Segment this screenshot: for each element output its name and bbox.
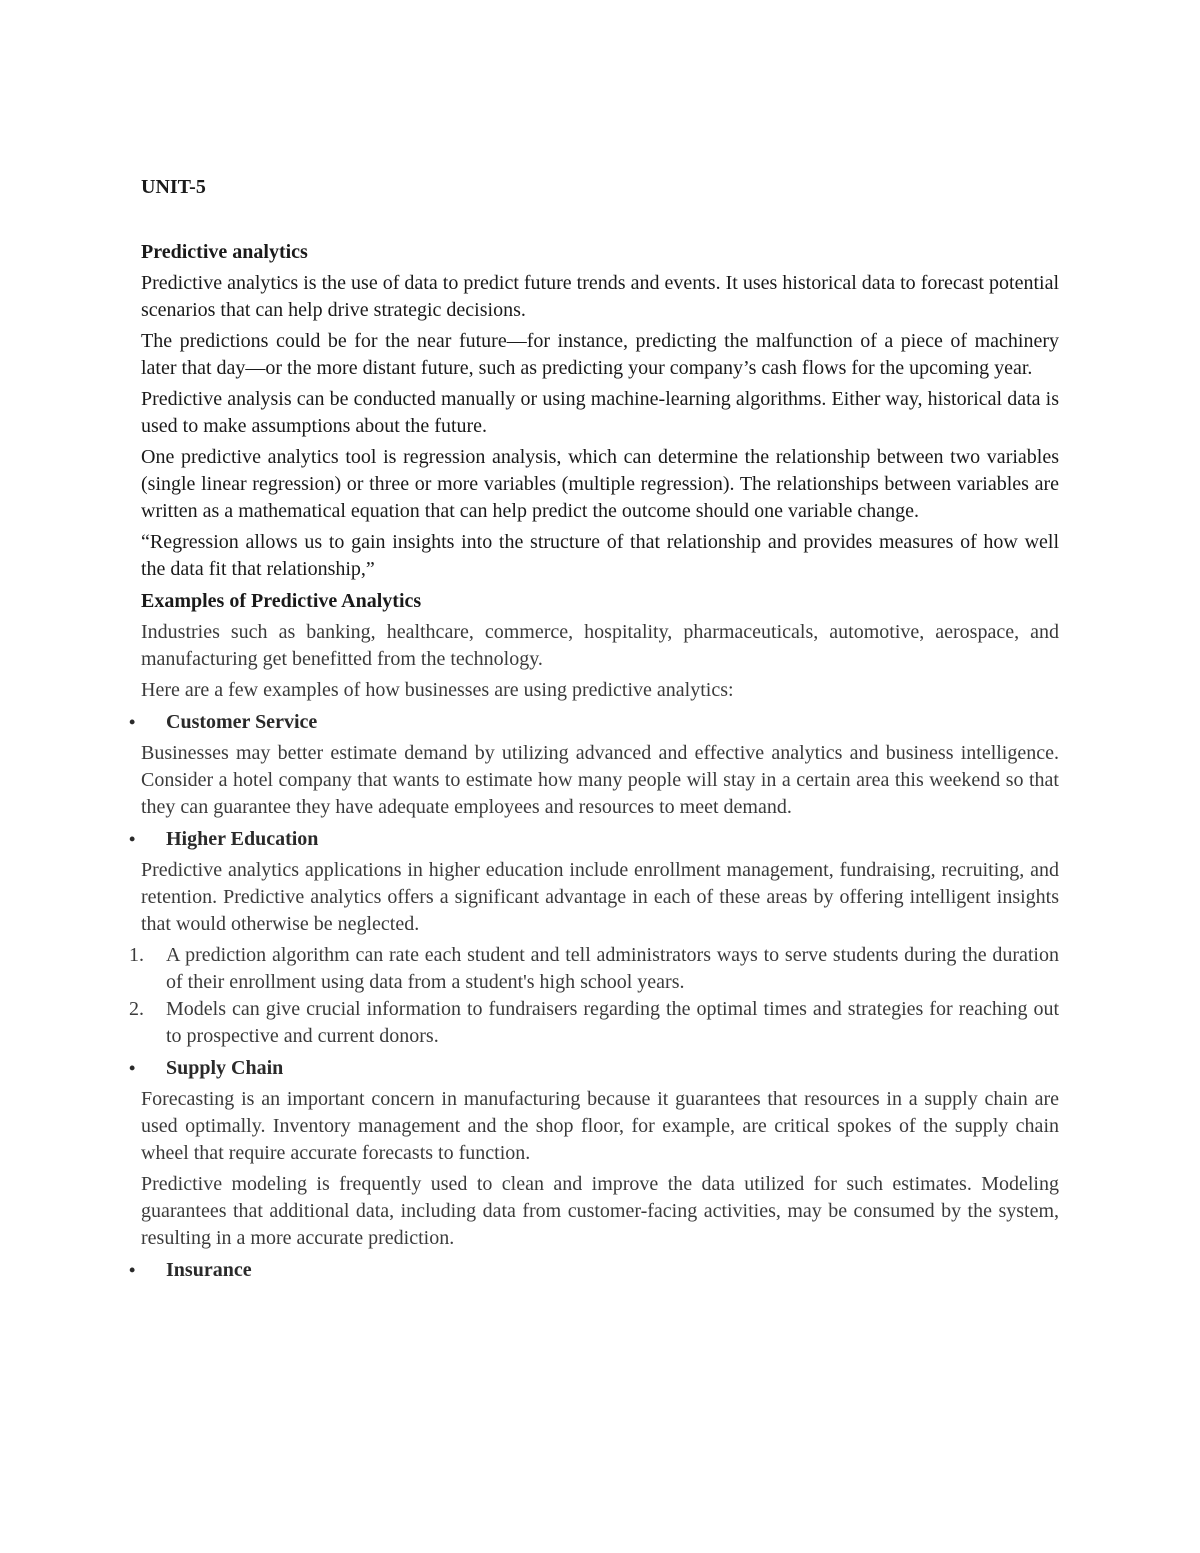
bullet-customer-service — [129, 708, 1059, 736]
section-heading-predictive-analytics: Predictive analytics — [141, 241, 308, 263]
paragraph-methods: Predictive analysis can be conducted manually or using machine-learning algorithms. Either way, historical data is used to make assumptions about the future. — [141, 388, 1059, 437]
bullet-label: Higher Education — [166, 828, 319, 850]
list-number: 1. — [129, 944, 144, 966]
bullet-icon: • — [129, 829, 136, 849]
numbered-list — [129, 942, 1059, 1050]
section-heading-examples: Examples of Predictive Analytics — [141, 590, 422, 612]
paragraph-supply-chain: Forecasting is an important concern in manufacturing because it guarantees that resources in a supply chain are used optimally. Inventory management and the shop floor, for example, are critical spokes of the supply chain wheel that require accurate forecasts to function. — [141, 1088, 1059, 1164]
bullet-label: Customer Service — [166, 711, 318, 733]
document-page — [129, 172, 1059, 1288]
list-item — [129, 942, 1059, 996]
list-number: 2. — [129, 998, 144, 1020]
bullet-higher-education — [129, 825, 1059, 853]
list-text: A prediction algorithm can rate each student and tell administrators ways to serve students during the duration of their enrollment using data from a student's high school years. — [166, 944, 1059, 993]
paragraph-higher-education: Predictive analytics applications in higher education include enrollment management, fundraising, recruiting, and retention. Predictive analytics offers a significant advantage in each of these areas by offering intelligent insights that would otherwise be neglected. — [141, 859, 1059, 935]
bullet-icon: • — [129, 712, 136, 732]
bullet-supply-chain — [129, 1054, 1059, 1082]
bullet-label: Supply Chain — [166, 1057, 284, 1079]
bullet-insurance — [129, 1256, 1059, 1284]
paragraph-modeling: Predictive modeling is frequently used to clean and improve the data utilized for such estimates. Modeling guarantees that additional data, including data from customer-facing activities, may be consumed by the system, resulting in a more accurate prediction. — [141, 1173, 1059, 1249]
paragraph-quote: “Regression allows us to gain insights into the structure of that relationship and provides measures of how well the data fit that relationship,” — [141, 531, 1059, 580]
list-item — [129, 996, 1059, 1050]
paragraph-definition: Predictive analytics is the use of data to predict future trends and events. It uses historical data to forecast potential scenarios that can help drive strategic decisions. — [141, 272, 1059, 321]
paragraph-examples-intro: Here are a few examples of how businesses are using predictive analytics: — [141, 679, 734, 701]
bullet-icon: • — [129, 1260, 136, 1280]
bullet-icon: • — [129, 1058, 136, 1078]
unit-title: UNIT-5 — [141, 176, 206, 198]
paragraph-regression: One predictive analytics tool is regression analysis, which can determine the relationship between two variables (single linear regression) or three or more variables (multiple regression). The relationships between variables are written as a mathematical equation that can help predict the outcome should one variable change. — [141, 446, 1059, 522]
paragraph-predictions: The predictions could be for the near future—for instance, predicting the malfunction of a piece of machinery later that day—or the more distant future, such as predicting your company’s cash flows for the upcoming year. — [141, 330, 1059, 379]
paragraph-customer-service: Businesses may better estimate demand by utilizing advanced and effective analytics and business intelligence. Consider a hotel company that wants to estimate how many people will stay in a certain area this weekend so that they can guarantee they have adequate employees and resources to meet demand. — [141, 742, 1059, 818]
list-text: Models can give crucial information to fundraisers regarding the optimal times and strategies for reaching out to prospective and current donors. — [166, 998, 1059, 1047]
paragraph-industries: Industries such as banking, healthcare, commerce, hospitality, pharmaceuticals, automotive, aerospace, and manufacturing get benefitted from the technology. — [141, 621, 1059, 670]
bullet-label: Insurance — [166, 1259, 252, 1281]
